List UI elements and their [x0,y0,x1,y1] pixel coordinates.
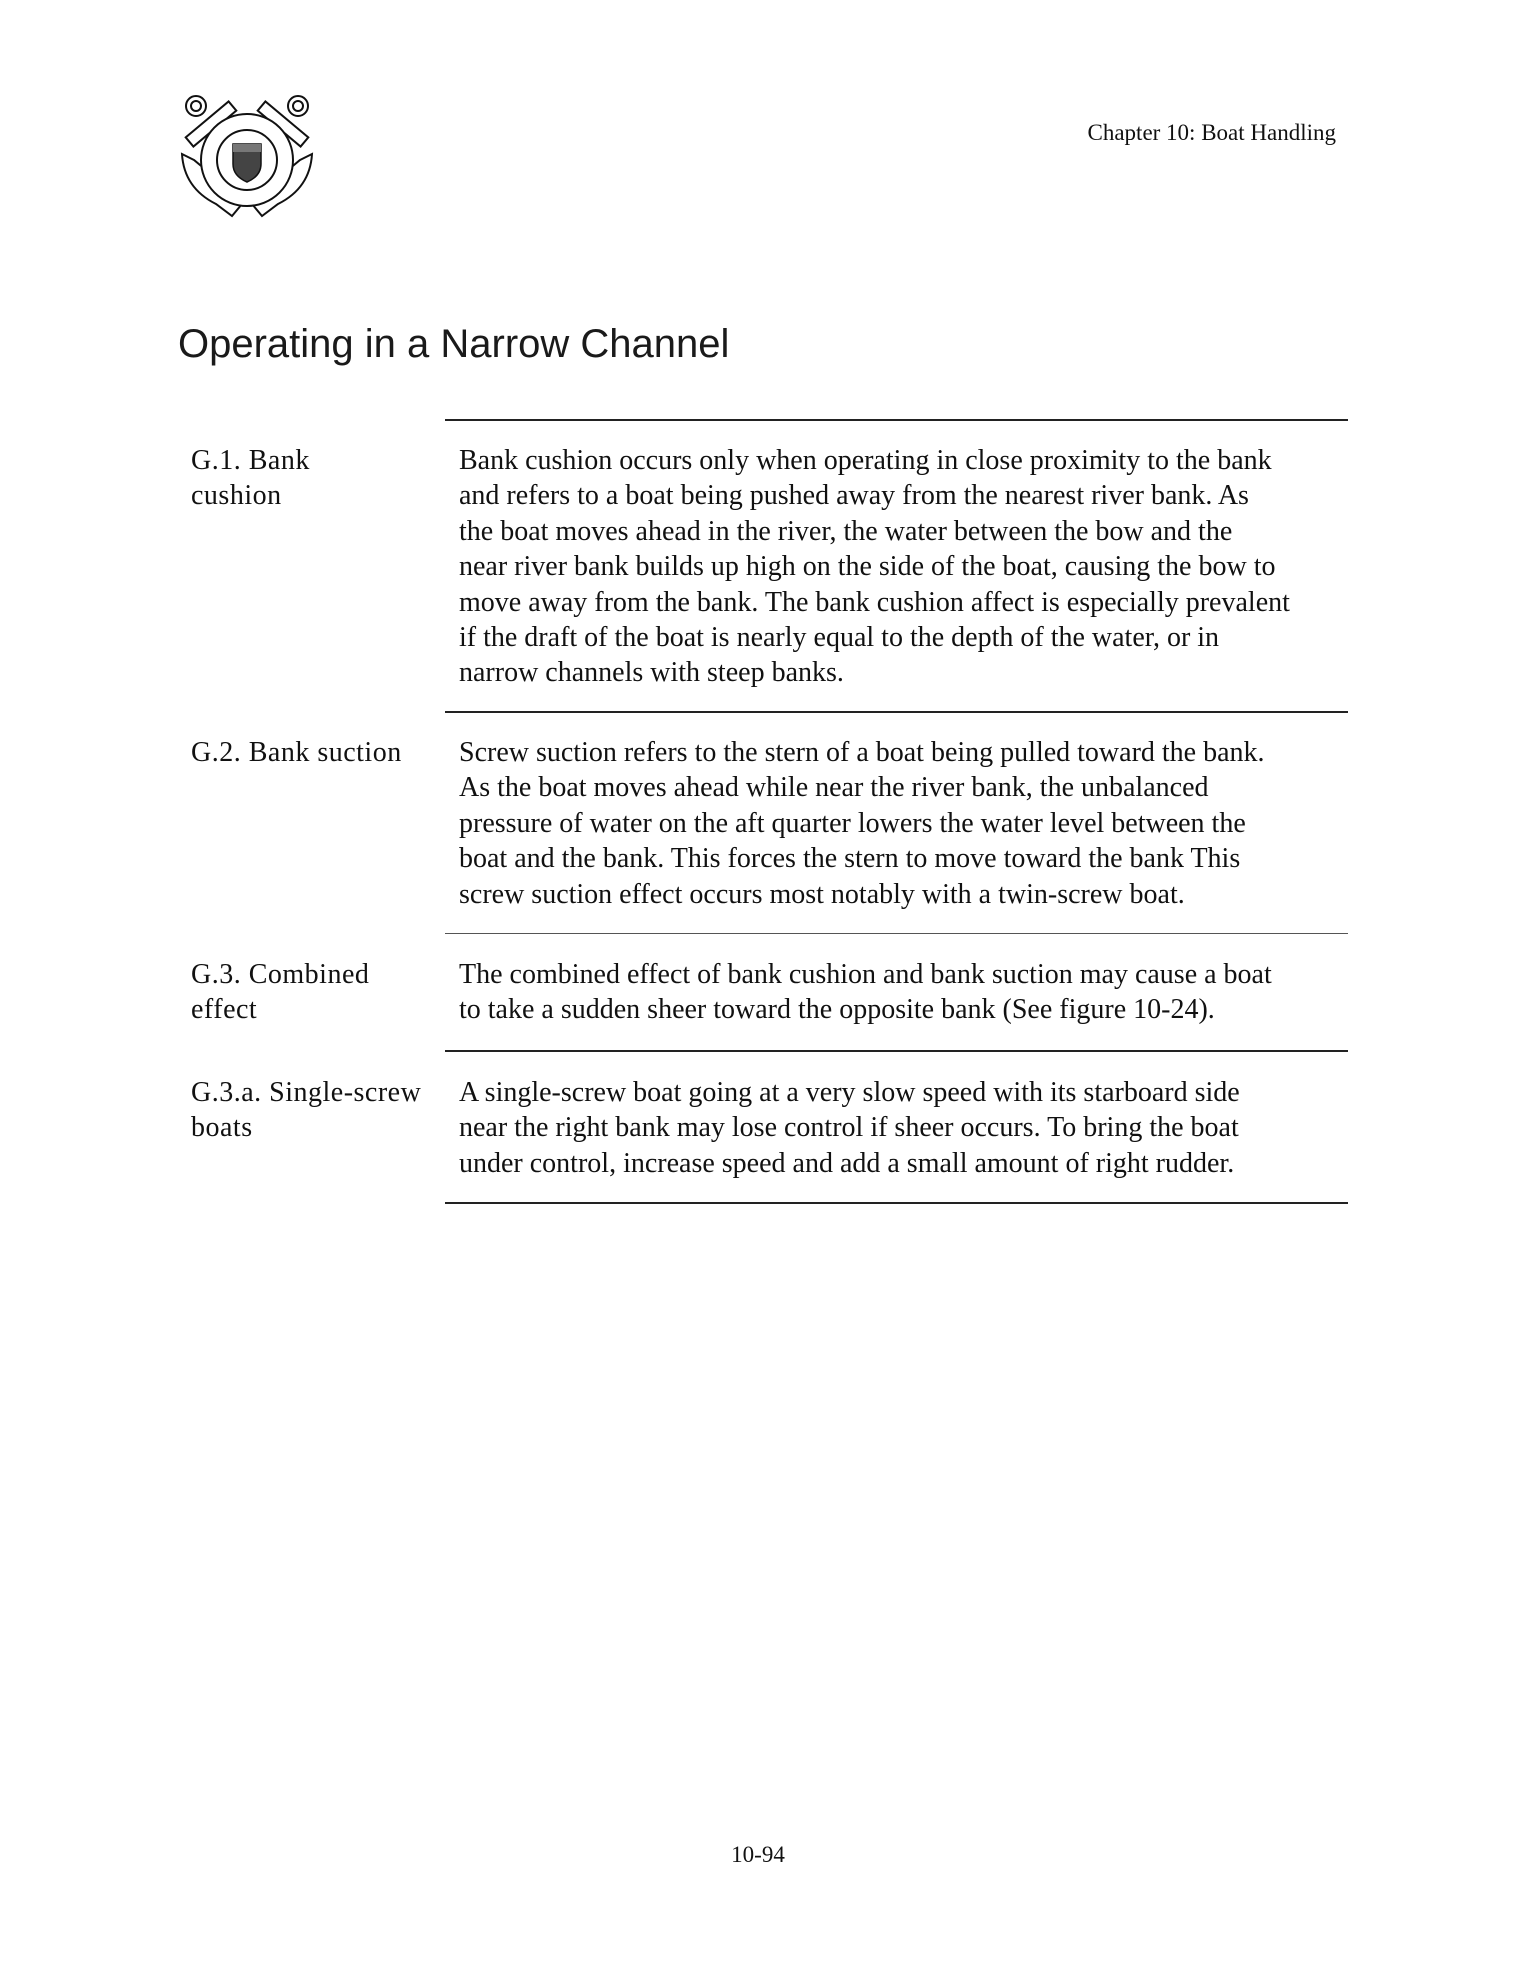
body-bank-cushion: Bank cushion occurs only when operating in close proximity to the bank and refers to a boat being pushed away from the nearest river bank. As the boat moves ahead in the river, the water between the bow and the near river bank builds up high on the side of the boat, causing the bow to move away from the bank. The bank cushion affect is especially prevalent if the draft of the boat is nearly equal to the depth of the water, or in narrow channels with steep banks. [459,445,1290,689]
term-single-screw: G.3.a. Single-screw boats [191,1077,422,1144]
coast-guard-seal-logo [176,92,318,222]
term-bank-suction: G.2. Bank suction [191,737,402,768]
page-number: 10-94 [731,1842,785,1867]
body-combined-effect: The combined effect of bank cushion and bank suction may cause a boat to take a sudden sheer toward the opposite bank (See figure 10-24). [459,959,1272,1026]
term-bank-cushion: G.1. Bank cushion [191,445,310,512]
divider [445,1202,1348,1204]
body-bank-suction: Screw suction refers to the stern of a boat being pulled toward the bank. As the boat moves ahead while near the river bank, the unbalanced pressure of water on the aft quarter lowers the water level between the boat and the bank. This forces the stern to move toward the bank This screw suction effect occurs most notably with a twin-screw boat. [459,737,1265,910]
term-combined-effect: G.3. Combined effect [191,959,370,1026]
divider [445,711,1348,713]
divider [445,1050,1348,1052]
section-title: Operating in a Narrow Channel [178,322,730,366]
body-single-screw: A single-screw boat going at a very slow speed with its starboard side near the right bank may lose control if sheer occurs. To bring the boat under control, increase speed and add a small amount of right rudder. [459,1077,1240,1179]
chapter-header: Chapter 10: Boat Handling [1087,120,1336,145]
divider [445,933,1348,934]
divider [445,419,1348,421]
